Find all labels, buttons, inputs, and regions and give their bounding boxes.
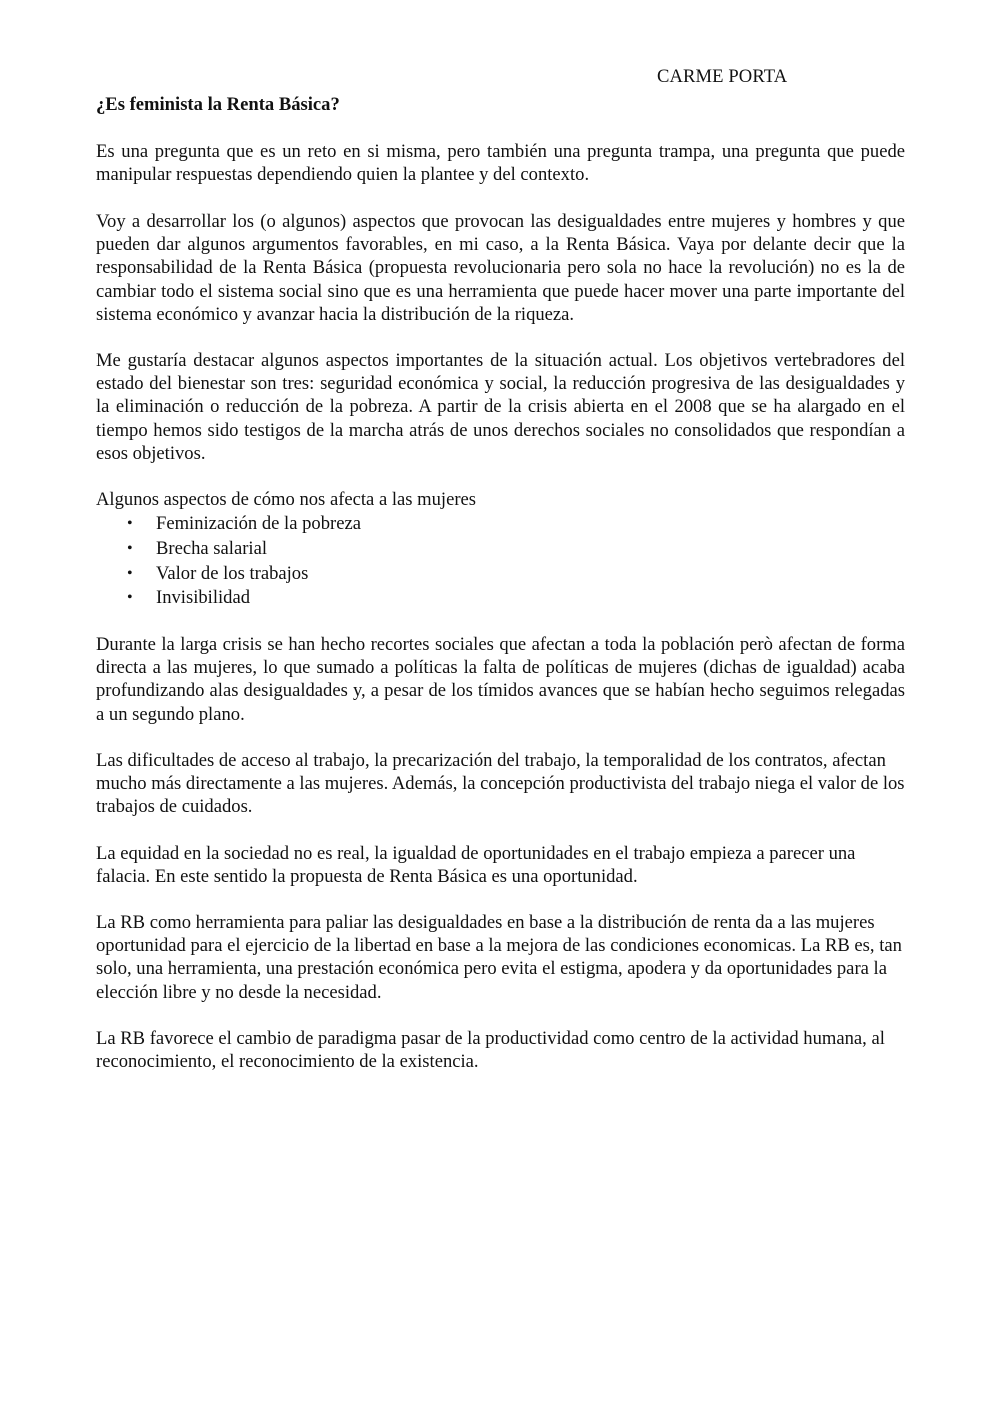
paragraph-rb-tool: La RB como herramienta para paliar las desigualdades en base a la distribución de renta da a las mujeres oportunidad para el ejercicio de la libertad en base a la mejora de las condiciones economicas. La RB es, tan solo, una herramienta, una prestación económica pero evita el estigma, apodera y da oportunidades para la elección libre y no desde la necesidad. <box>96 912 902 1003</box>
bullet-icon: • <box>127 564 133 582</box>
list-item-label: Invisibilidad <box>156 587 250 609</box>
bullet-icon: • <box>127 589 133 607</box>
paragraph-crisis-cuts: Durante la larga crisis se han hecho recortes sociales que afectan a toda la población però afectan de forma directa a las mujeres, lo que sumado a políticas la falta de políticas de mujeres (dichas de igualdad) acaba profundizando alas desigualdades y, a pesar de los tímidos avances que se habían hecho seguimos relegadas a un segundo plano. <box>96 634 905 725</box>
document-title: ¿Es feminista la Renta Básica? <box>96 94 340 115</box>
bullet-icon: • <box>127 515 133 532</box>
paragraph-intro: Es una pregunta que es un reto en si misma, pero también una pregunta trampa, una pregunta que puede manipular respuestas dependiendo quien la plantee y del contexto. <box>96 141 905 186</box>
list-item <box>96 537 361 562</box>
paragraph-current-situation: Me gustaría destacar algunos aspectos importantes de la situación actual. Los objetivos vertebradores del estado del bienestar son tres: seguridad económica y social, la reducción progresiva de las desigualdades y la eliminación o reducción de la pobreza. A partir de la crisis abierta en el 2008 que se ha alargado en el tiempo hemos sido testigos de la marcha atrás de unos derechos sociales no consolidados que respondían a esos objetivos. <box>96 350 905 464</box>
list-item <box>96 562 361 587</box>
aspects-list <box>96 512 361 611</box>
paragraph-development: Voy a desarrollar los (o algunos) aspectos que provocan las desigualdades entre mujeres y hombres y que pueden dar algunos argumentos favorables, en mi caso, a la Renta Básica. Vaya por delante decir que la responsabilidad de la Renta Básica (propuesta revolucionaria pero sola no hace la revolución) no es la de cambiar todo el sistema social sino que es una herramienta que puede hacer mover una parte importante del sistema económico y avanzar hacia la distribución de la riqueza. <box>96 211 905 325</box>
author-name: CARME PORTA <box>657 66 788 87</box>
paragraph-work-difficulties: Las dificultades de acceso al trabajo, la precarización del trabajo, la temporalidad de los contratos, afectan mucho más directamente a las mujeres. Además, la concepción productivista del trabajo niega el valor de los trabajos de cuidados. <box>96 750 905 818</box>
list-item-label: Valor de los trabajos <box>156 562 309 584</box>
list-intro: Algunos aspectos de cómo nos afecta a las mujeres <box>96 489 477 510</box>
paragraph-rb-paradigm: La RB favorece el cambio de paradigma pasar de la productividad como centro de la actividad humana, al reconocimiento, el reconocimiento de la existencia. <box>96 1028 885 1073</box>
list-item-label: Brecha salarial <box>156 537 267 559</box>
bullet-icon: • <box>127 539 133 557</box>
list-item <box>96 512 361 537</box>
list-item <box>96 586 361 611</box>
paragraph-equity: La equidad en la sociedad no es real, la igualdad de oportunidades en el trabajo empieza a parecer una falacia. En este sentido la propuesta de Renta Básica es una oportunidad. <box>96 843 856 888</box>
list-item-label: Feminización de la pobreza <box>156 513 361 534</box>
